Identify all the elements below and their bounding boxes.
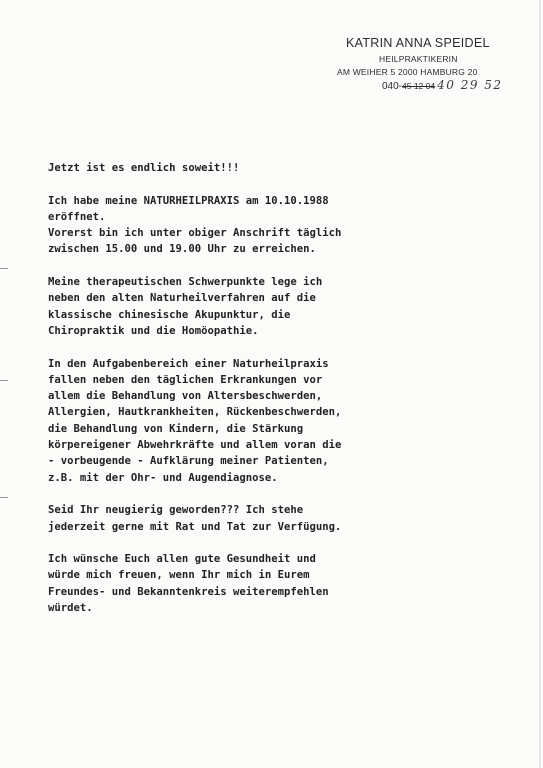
letter-line: neben den alten Naturheilverfahren auf die <box>48 292 316 305</box>
phone-old-number: 45 12 04 <box>402 81 436 91</box>
letter-line: Ich habe meine NATURHEILPRAXIS am 10.10.1988 <box>48 194 329 207</box>
letter-paragraph <box>48 274 518 339</box>
letter-line: In den Aufgabenbereich einer Naturheilpraxis <box>48 357 329 370</box>
phone-new-number-handwritten: 40 29 52 <box>437 78 503 92</box>
letter-line: Vorerst bin ich unter obiger Anschrift täglich <box>48 227 342 240</box>
letter-line: klassische chinesische Akupunktur, die <box>48 308 291 321</box>
letterhead-phone <box>382 78 503 92</box>
letter-line: körpereigener Abwehrkräfte und allem voran die <box>48 439 342 452</box>
letter-line: Jetzt ist es endlich soweit!!! <box>48 162 240 174</box>
letter-line: - vorbeugende - Aufklärung meiner Patienten, <box>48 455 329 468</box>
letter-line: Seid Ihr neugierig geworden??? Ich stehe <box>48 504 304 517</box>
letter-line: Freundes- und Bekanntenkreis weiterempfehlen <box>48 585 329 598</box>
phone-prefix: 040- <box>382 81 403 92</box>
letter-line: zwischen 15.00 und 19.00 Uhr zu erreichen. <box>48 243 316 256</box>
letter-line: allem die Behandlung von Altersbeschwerden, <box>48 390 323 403</box>
letter-body <box>48 160 518 633</box>
letter-line: fallen neben den täglichen Erkrankungen vor <box>48 373 323 386</box>
letterhead-name: KATRIN ANNA SPEIDEL <box>346 36 490 50</box>
letter-line: würdet. <box>48 602 93 615</box>
letter-line: Chiropraktik und die Homöopathie. <box>48 324 259 337</box>
punch-mark <box>0 497 8 498</box>
letter-line: die Behandlung von Kindern, die Stärkung <box>48 422 304 435</box>
letter-line: Meine therapeutischen Schwerpunkte lege ich <box>48 276 323 289</box>
letterhead-title: HEILPRAKTIKERIN <box>379 54 458 64</box>
letter-line: jederzeit gerne mit Rat und Tat zur Verfügung. <box>48 520 342 533</box>
punch-mark <box>0 268 8 269</box>
letter-line: z.B. mit der Ohr- und Augendiagnose. <box>48 471 278 484</box>
letter-line: Allergien, Hautkrankheiten, Rückenbeschwerden, <box>48 406 342 419</box>
punch-mark <box>0 380 8 381</box>
letter-paragraph <box>48 551 518 616</box>
letter-line: Ich wünsche Euch allen gute Gesundheit und <box>48 553 316 566</box>
letter-line: eröffnet. <box>48 210 106 223</box>
letter-line: würde mich freuen, wenn Ihr mich in Eurem <box>48 569 310 582</box>
letter-paragraph <box>48 356 518 486</box>
letterhead-address: AM WEIHER 5 2000 HAMBURG 20 <box>337 67 478 77</box>
letter-paragraph <box>48 160 518 176</box>
letter-paragraph <box>48 502 518 535</box>
letter-paragraph <box>48 193 518 258</box>
